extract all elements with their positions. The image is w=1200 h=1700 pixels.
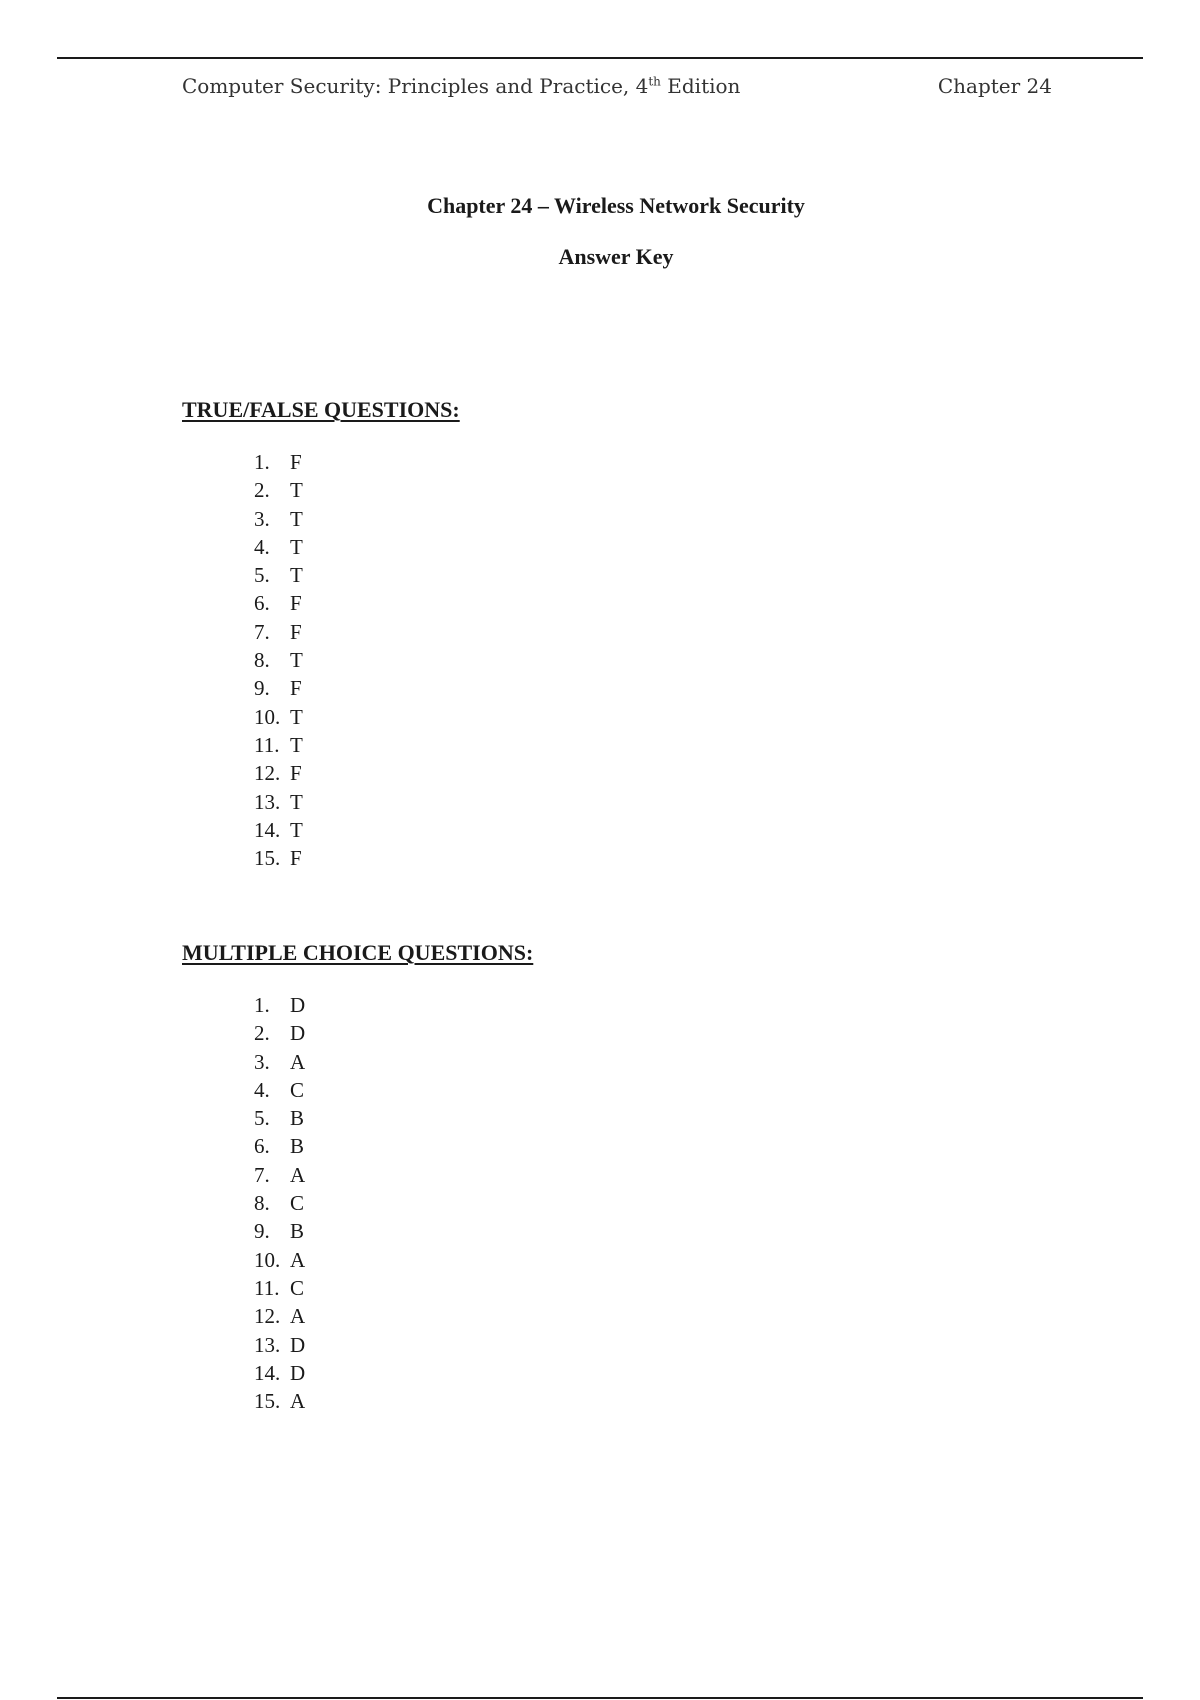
answer-item: [254, 674, 303, 702]
answer-value: T: [290, 789, 303, 814]
answer-item: [254, 448, 303, 476]
answer-number: 6.: [254, 1134, 270, 1159]
answer-value: F: [290, 619, 302, 644]
answer-value: D: [290, 1360, 306, 1385]
page-header: [182, 74, 1052, 102]
answer-number: 12.: [254, 761, 281, 786]
answer-item: [254, 646, 303, 674]
answer-item: [254, 1076, 305, 1104]
answer-number: 1.: [254, 993, 270, 1017]
answer-number: 4.: [254, 534, 270, 559]
answer-number: 15.: [254, 846, 281, 871]
answer-number: 11.: [254, 732, 280, 757]
answer-value: B: [290, 1106, 305, 1131]
answer-item: [254, 703, 303, 731]
answer-value: C: [290, 1191, 305, 1216]
answer-number: 15.: [254, 1389, 281, 1414]
answer-item: [254, 589, 303, 617]
answer-value: B: [290, 1134, 305, 1159]
answer-value: A: [290, 1162, 306, 1187]
answer-number: 9.: [254, 1219, 270, 1244]
answer-number: 10.: [254, 1247, 281, 1272]
answer-value: F: [290, 761, 302, 786]
answer-item: [254, 1217, 305, 1245]
answer-value: F: [290, 591, 302, 616]
answer-number: 2.: [254, 1021, 270, 1046]
answer-item: [254, 1132, 305, 1160]
answer-item: [254, 618, 303, 646]
answer-number: 2.: [254, 478, 270, 503]
answer-number: 5.: [254, 563, 270, 588]
answer-value: T: [290, 563, 303, 588]
answer-item: [254, 1048, 305, 1076]
answer-item: [254, 1246, 305, 1274]
document-title: Chapter 24 – Wireless Network Security: [427, 193, 805, 218]
answer-number: 7.: [254, 1162, 270, 1187]
answer-number: 13.: [254, 1332, 281, 1357]
answer-number: 8.: [254, 648, 270, 673]
answer-item: [254, 561, 303, 589]
multiple-choice-answer-list: [254, 991, 305, 1415]
answer-number: 4.: [254, 1077, 270, 1102]
header-chapter-label: Chapter 24: [937, 74, 1052, 98]
answer-value: T: [290, 506, 303, 531]
footer-rule: [57, 1697, 1143, 1699]
answer-item: [254, 476, 303, 504]
answer-item: [254, 1161, 305, 1189]
answer-item: [254, 844, 303, 872]
answer-item: [254, 1331, 305, 1359]
answer-number: 8.: [254, 1191, 270, 1216]
answer-value: F: [290, 676, 302, 701]
answer-value: A: [290, 1049, 306, 1074]
answer-number: 3.: [254, 1049, 270, 1074]
header-edition-suffix: Edition: [660, 74, 741, 98]
answer-value: D: [290, 993, 306, 1017]
answer-value: F: [290, 450, 302, 474]
answer-number: 6.: [254, 591, 270, 616]
answer-item: [254, 759, 303, 787]
answer-value: T: [290, 704, 303, 729]
answer-value: A: [290, 1304, 306, 1329]
answer-number: 12.: [254, 1304, 281, 1329]
answer-item: [254, 533, 303, 561]
multiple-choice-heading: MULTIPLE CHOICE QUESTIONS:: [182, 940, 534, 965]
true-false-heading: TRUE/FALSE QUESTIONS:: [182, 397, 460, 422]
answer-item: [254, 788, 303, 816]
answer-value: A: [290, 1247, 306, 1272]
answer-value: T: [290, 478, 303, 503]
header-rule: [57, 57, 1143, 59]
answer-item: [254, 1302, 305, 1330]
true-false-answer-list: [254, 448, 303, 872]
answer-number: 10.: [254, 704, 281, 729]
answer-number: 5.: [254, 1106, 270, 1131]
answer-value: T: [290, 648, 303, 673]
header-book-title-text: Computer Security: Principles and Practice, 4: [182, 74, 649, 98]
answer-item: [254, 1104, 305, 1132]
answer-value: D: [290, 1332, 306, 1357]
answer-value: C: [290, 1077, 305, 1102]
answer-number: 14.: [254, 1360, 281, 1385]
answer-number: 9.: [254, 676, 270, 701]
answer-number: 7.: [254, 619, 270, 644]
answer-number: 1.: [254, 450, 270, 474]
answer-item: [254, 1387, 305, 1415]
header-book-title: [182, 74, 740, 98]
answer-item: [254, 505, 303, 533]
answer-value: F: [290, 846, 302, 871]
answer-number: 14.: [254, 817, 281, 842]
document-subtitle: Answer Key: [558, 244, 674, 269]
answer-value: D: [290, 1021, 306, 1046]
answer-value: C: [290, 1275, 305, 1300]
header-edition-superscript: th: [648, 74, 661, 89]
answer-item: [254, 731, 303, 759]
answer-value: T: [290, 817, 303, 842]
answer-value: T: [290, 534, 303, 559]
answer-item: [254, 991, 305, 1019]
answer-number: 11.: [254, 1275, 280, 1300]
answer-item: [254, 816, 303, 844]
answer-value: T: [290, 732, 303, 757]
answer-item: [254, 1019, 305, 1047]
answer-number: 13.: [254, 789, 281, 814]
answer-value: B: [290, 1219, 305, 1244]
answer-item: [254, 1189, 305, 1217]
answer-item: [254, 1359, 305, 1387]
answer-number: 3.: [254, 506, 270, 531]
answer-item: [254, 1274, 305, 1302]
answer-value: A: [290, 1389, 306, 1414]
